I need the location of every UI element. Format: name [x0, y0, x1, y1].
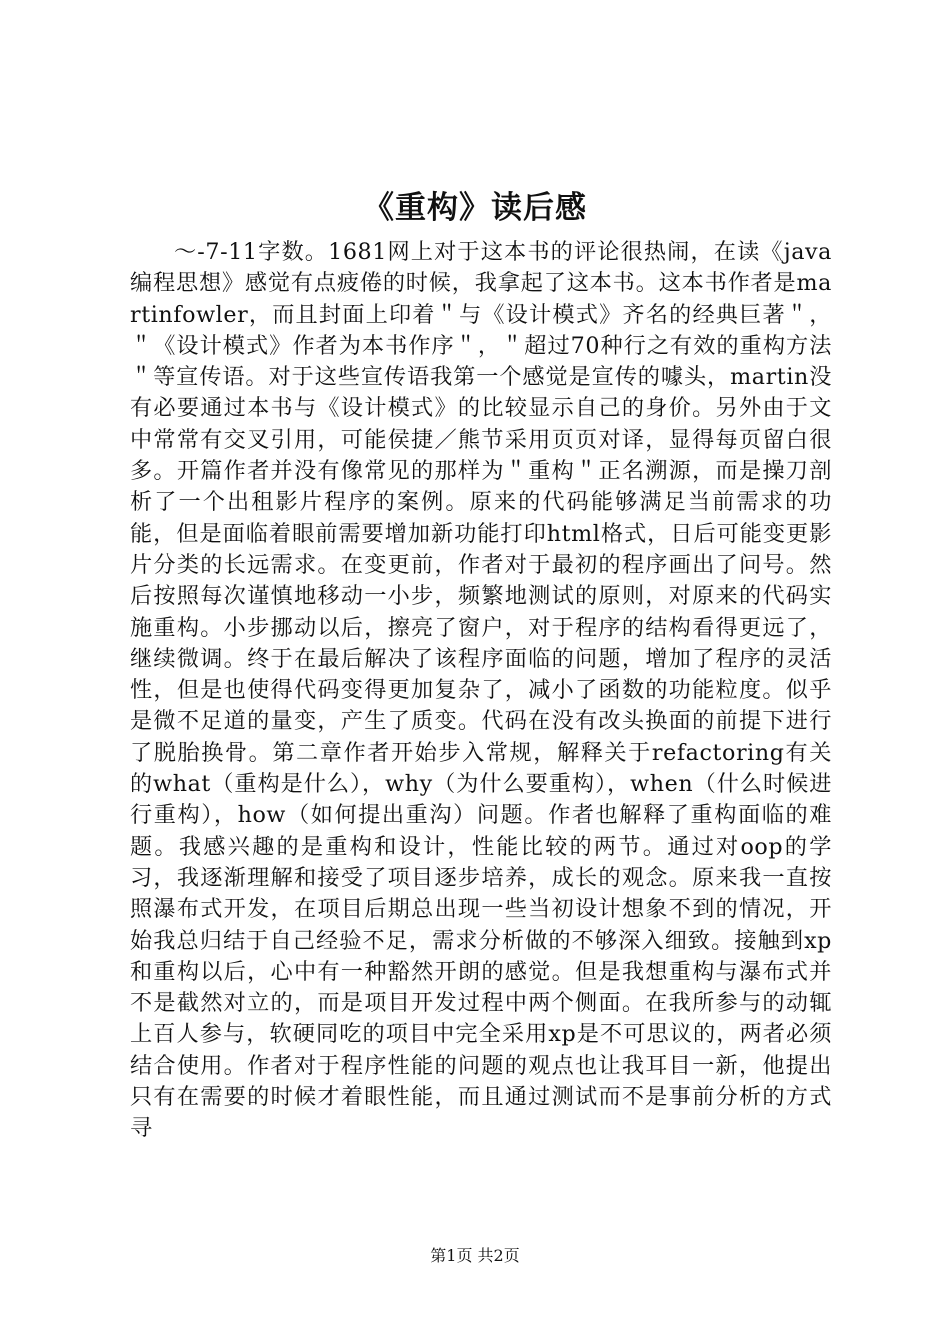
page-number-footer: 第1页 共2页 [430, 1246, 520, 1265]
document-title: 《重构》读后感 [363, 190, 587, 226]
body-paragraph: ～-7-11字数。1681网上对于这本书的评论很热闹，在读《java编程思想》感觉有点疲倦的时候，我拿起了这本书。这本书作者是martinfowler，而且封面上印着＂与《设计模式》齐名的经典巨著＂，＂《设计模式》作者为本书作序＂，＂超过70种行之有效的重构方法＂等宣传语。对于这些宣传语我第一个感觉是宣传的噱头，martin没有必要通过本书与《设计模式》的比较显示自己的身价。另外由于文中常常有交叉引用，可能侯捷／熊节采用页页对译，显得每页留白很多。开篇作者并没有像常见的那样为＂重构＂正名溯源，而是操刀剖析了一个出租影片程序的案例。原来的代码能够满足当前需求的功能，但是面临着眼前需要增加新功能打印html格式，日后可能变更影片分类的长远需求。在变更前，作者对于最初的程序画出了问号。然后按照每次谨慎地移动一小步，频繁地测试的原则，对原来的代码实施重构。小步挪动以后，擦亮了窗户，对于程序的结构看得更远了，继续微调。终于在最后解决了该程序面临的问题，增加了程序的灵活性，但是也使得代码变得更加复杂了，减小了函数的功能粒度。似乎是微不足道的量变，产生了质变。代码在没有改头换面的前提下进行了脱胎换骨。第二章作者开始步入常规，解释关于refactoring有关的what（重构是什么），why（为什么要重构），when（什么时候进行重构），how（如何提出重沟）问题。作者也解释了重构面临的难题。我感兴趣的是重构和设计，性能比较的两节。通过对oop的学习，我逐渐理解和接受了项目逐步培养，成长的观念。原来我一直按照瀑布式开发，在项目后期总出现一些当初设计想象不到的情况，开始我总归结于自己经验不足，需求分析做的不够深入细致。接触到xp和重构以后，心中有一种豁然开朗的感觉。但是我想重构与瀑布式并不是截然对立的，而是项目开发过程中两个侧面。在我所参与的动辄上百人参与，软硬同吃的项目中完全采用xp是不可思议的，两者必须结合使用。作者对于程序性能的问题的观点也让我耳目一新，他提出只有在需要的时候才着眼性能，而且通过测试而不是事前分析的方式寻 [130, 239, 832, 1142]
